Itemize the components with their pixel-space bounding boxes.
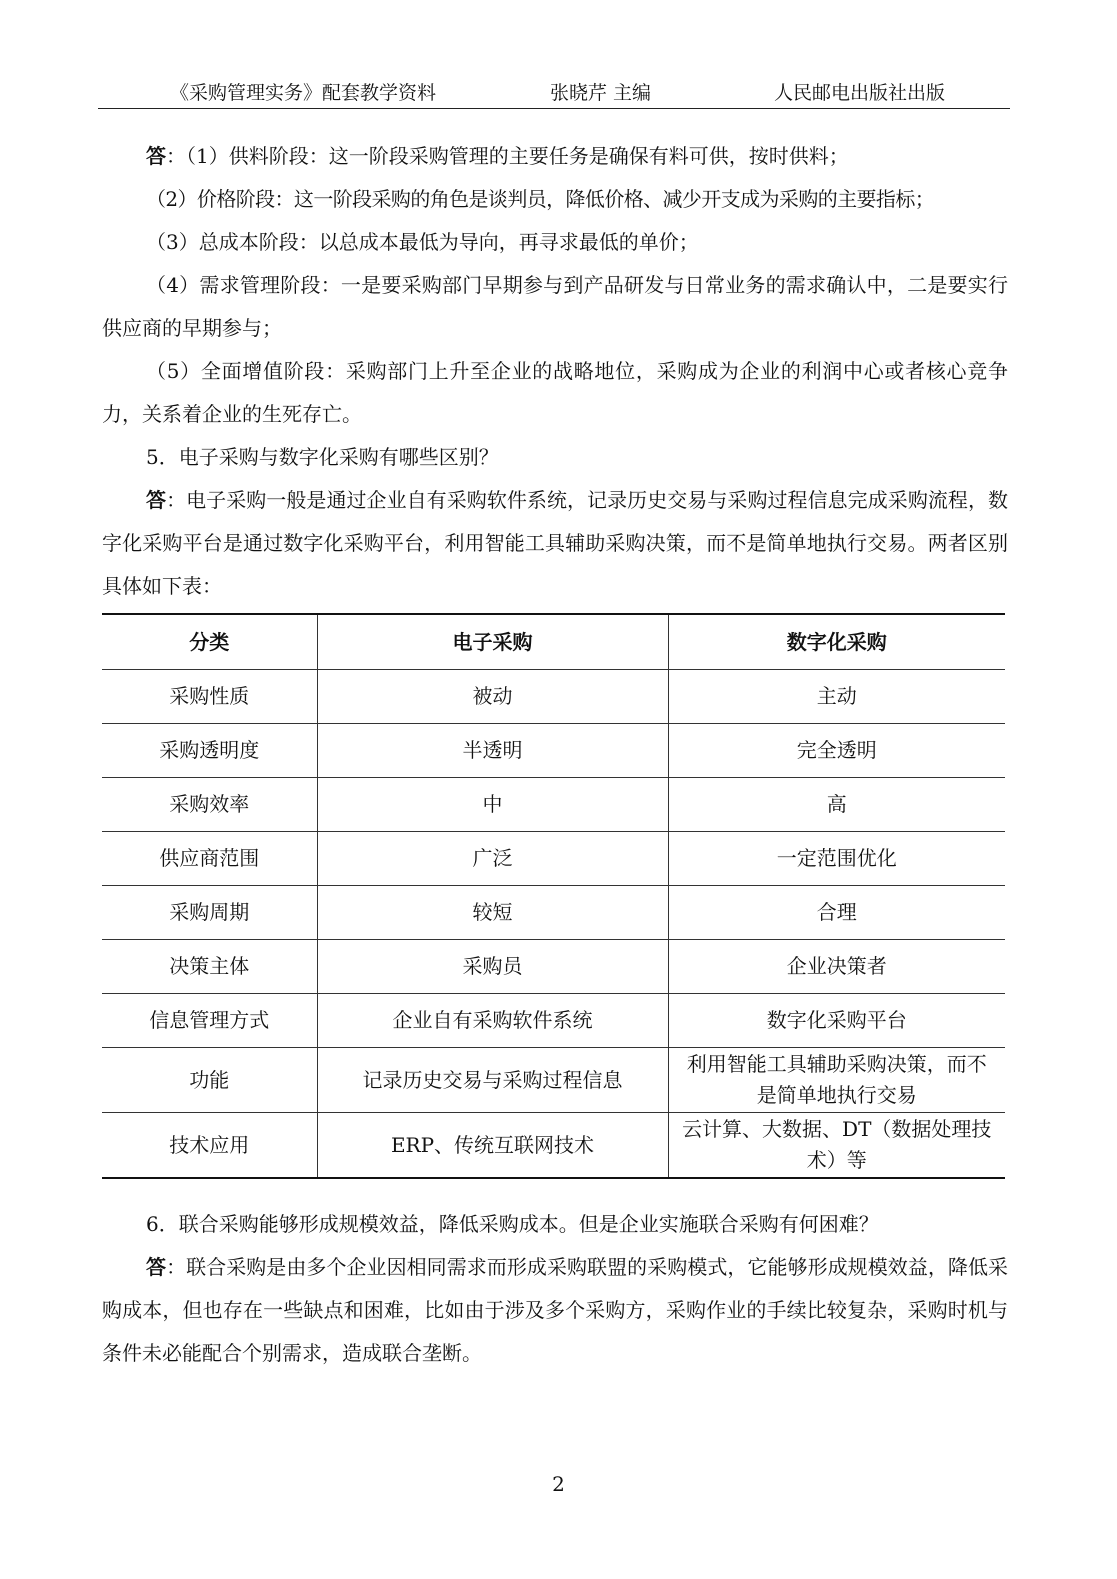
- page-number: 2: [552, 1472, 565, 1496]
- row-label: 功能: [102, 1048, 317, 1113]
- table-row: [102, 994, 1005, 1048]
- table-row: [102, 886, 1005, 940]
- row-label: 采购性质: [102, 670, 317, 724]
- answer-5-text: ：电子采购一般是通过企业自有采购软件系统，记录历史交易与采购过程信息完成采购流程，数字化采购平台是通过数字化采购平台，利用智能工具辅助采购决策，而不是简单地执行交易。两者区别具体如下表：: [102, 488, 1009, 598]
- row-label: 技术应用: [102, 1113, 317, 1179]
- table-row: [102, 670, 1005, 724]
- e-procurement-cell: 记录历史交易与采购过程信息: [317, 1048, 668, 1113]
- e-procurement-cell: 企业自有采购软件系统: [317, 994, 668, 1048]
- header-editor: 张晓芹 主编: [550, 82, 652, 104]
- answer4-stage3: （3）总成本阶段：以总成本最低为导向，再寻求最低的单价；: [146, 230, 699, 254]
- answer4-stage4: （4）需求管理阶段：一是要采购部门早期参与到产品研发与日常业务的需求确认中，二是要实行供应商的早期参与；: [102, 273, 1008, 340]
- digital-procurement-cell: 主动: [668, 670, 1005, 724]
- digital-procurement-cell: 完全透明: [668, 724, 1005, 778]
- table-header-row: [102, 614, 1005, 670]
- e-procurement-cell: 广泛: [317, 832, 668, 886]
- e-procurement-cell: 被动: [317, 670, 668, 724]
- digital-procurement-cell: 高: [668, 778, 1005, 832]
- answer-6: [102, 1246, 1008, 1375]
- header-e-procurement: 电子采购: [317, 614, 668, 670]
- answer-6-text: ：联合采购是由多个企业因相同需求而形成采购联盟的采购模式，它能够形成规模效益，降低采购成本，但也存在一些缺点和困难，比如由于涉及多个采购方，采购作业的手续比较复杂，采购时机与条件未必能配合个别需求，造成联合垄断。: [102, 1255, 1009, 1365]
- row-label: 采购周期: [102, 886, 317, 940]
- e-procurement-cell: ERP、传统互联网技术: [317, 1113, 668, 1179]
- e-procurement-cell: 较短: [317, 886, 668, 940]
- answer-label: 答: [146, 488, 167, 512]
- answer4-stage2: （2）价格阶段：这一阶段采购的角色是谈判员，降低价格、减少开支成为采购的主要指标；: [146, 187, 935, 211]
- row-label: 决策主体: [102, 940, 317, 994]
- table-row: [102, 832, 1005, 886]
- row-label: 信息管理方式: [102, 994, 317, 1048]
- answer4-stage5: （5）全面增值阶段：采购部门上升至企业的战略地位，采购成为企业的利润中心或者核心竞争力，关系着企业的生死存亡。: [102, 359, 1008, 426]
- row-label: 供应商范围: [102, 832, 317, 886]
- digital-procurement-cell: 数字化采购平台: [668, 994, 1005, 1048]
- table-row: [102, 778, 1005, 832]
- header-publisher: 人民邮电出版社出版: [774, 82, 946, 104]
- table-row: [102, 1113, 1005, 1179]
- answer-label: 答: [146, 144, 166, 168]
- answer-5: [102, 479, 1008, 608]
- answer4-stage1: [102, 135, 1008, 178]
- comparison-table: [102, 613, 1005, 1179]
- question-6: 6．联合采购能够形成规模效益，降低采购成本。但是企业实施联合采购有何困难？: [146, 1212, 879, 1236]
- question-5: 5．电子采购与数字化采购有哪些区别？: [146, 445, 499, 469]
- table-row: [102, 1048, 1005, 1113]
- table-row: [102, 940, 1005, 994]
- digital-procurement-cell: 一定范围优化: [668, 832, 1005, 886]
- digital-procurement-cell: 云计算、大数据、DT（数据处理技术）等: [668, 1113, 1005, 1179]
- answer-label: 答: [146, 1255, 167, 1279]
- table-row: [102, 724, 1005, 778]
- row-label: 采购效率: [102, 778, 317, 832]
- digital-procurement-cell: 利用智能工具辅助采购决策，而不是简单地执行交易: [668, 1048, 1005, 1113]
- e-procurement-cell: 采购员: [317, 940, 668, 994]
- e-procurement-cell: 中: [317, 778, 668, 832]
- page-header: [98, 78, 1010, 109]
- e-procurement-cell: 半透明: [317, 724, 668, 778]
- row-label: 采购透明度: [102, 724, 317, 778]
- digital-procurement-cell: 企业决策者: [668, 940, 1005, 994]
- header-digital-procurement: 数字化采购: [668, 614, 1005, 670]
- header-book-title: 《采购管理实务》配套教学资料: [170, 82, 437, 104]
- answer4-stage1-text: ：（1）供料阶段：这一阶段采购管理的主要任务是确保有料可供，按时供料；: [166, 144, 849, 168]
- digital-procurement-cell: 合理: [668, 886, 1005, 940]
- header-category: 分类: [189, 629, 230, 654]
